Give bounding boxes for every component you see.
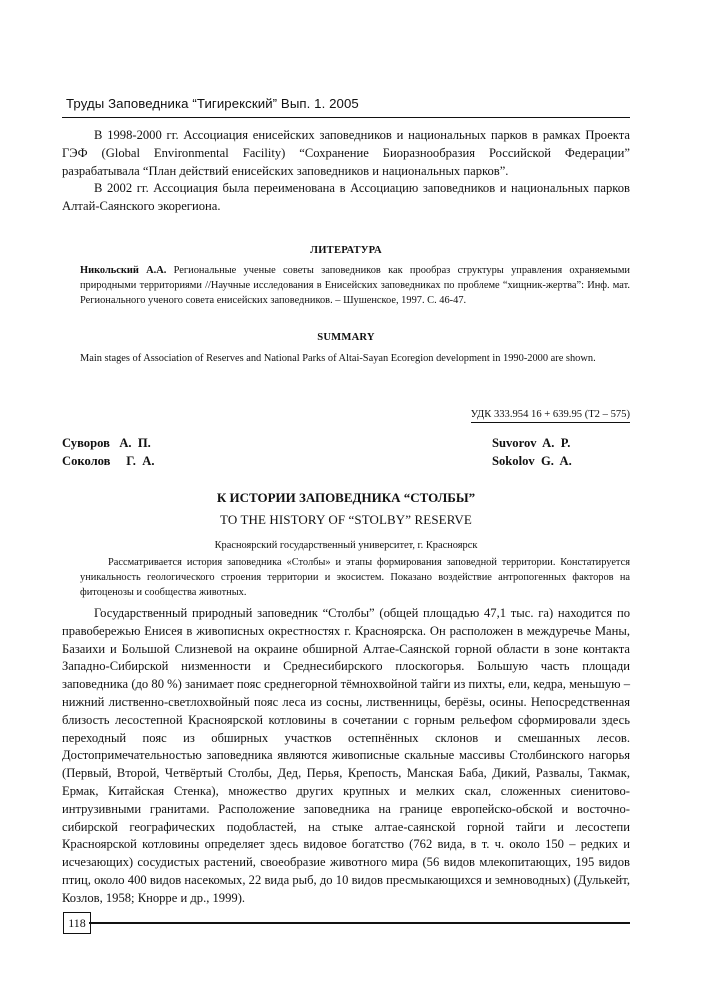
authors-english [492,435,572,470]
article-title-russian: К ИСТОРИИ ЗАПОВЕДНИКА “СТОЛБЫ” [216,490,476,505]
author-en-2: Sokolov G. A. [492,453,572,468]
page-number: 118 [63,912,91,934]
author-en-1: Suvorov A. P. [492,436,571,450]
author-ru-2: Соколов Г. А. [62,453,155,468]
article-body [62,605,630,908]
abstract [80,555,630,601]
udc-code: УДК 333.954 16 + 639.95 (Т2 – 575) [471,409,630,423]
intro-text [62,127,630,216]
footer-rule [89,922,630,924]
summary-heading: SUMMARY [317,332,375,343]
reference-text: Региональные ученые советы заповедников как прообраз структуры управления охраняемыми природными территориями //Научные исследования в Енисейских заповедниках по проблеме “хищник-жертва”: Инф. мат. Регионального ученого совета енисейских заповедников. – Шушенское, 1997. С. 46-47. [80,265,630,307]
body-paragraph: Государственный природный заповедник “Столбы” (общей площадью 47,1 тыс. га) находится по правобережью Енисея в живописных окрестностях г. Красноярска. Он расположен в междуречье Маны, Базаихи и Большой Слизневой на окраине обширной Алтае-Саянской горной области в зоне контакта Западно-Сибирской низменности и Среднесибирского плоскогорья. Большую часть площади заповедника (до 80 %) занимает пояс среднегорной тёмнохвойной тайги из пихты, ели, кедра, меньшую – нижний лиственно-светлохвойный пояс леса из сосны, лиственницы, берёзы, осины. Непосредственная близость лесостепной Красноярской котловины в сочетании с горным рельефом сформировали здесь переходный пояс из обширных участков остепнённых склонов и смешанных лесов. Достопримечательностью заповедника являются живописные скальные массивы Столбинского нагорья (Первый, Второй, Четвёртый Столбы, Дед, Перья, Крепость, Манская Баба, Дикий, Развалы, Такмак, Ермак, Китайская Стенка), множество других крупных и мелких скал, сложенных сиенитово-интрузивными гранитами. Расположение заповедника на границе европейско-обской и восточно-сибирской географических подобластей, на стыке алтае-саянской горной тайги и лесостепи Красноярской котловины определяет здесь видовое богатство (762 вида, в т. ч. около 150 – редких и исчезающих) сосудистых растений, своеобразие животного мира (56 видов млекопитающих, 195 видов птиц, около 400 видов насекомых, 22 вида рыб, до 10 видов пресмыкающихся и земноводных) (Дулькейт, Козлов, 1958; Кнорре и др., 1999). [62,606,630,905]
affiliation: Красноярский государственный университет, г. Красноярск [214,540,478,551]
intro-paragraph-2: В 2002 гг. Ассоциация была переименована в Ассоциацию заповедников и национальных парков Алтай-Саянского экорегиона. [62,181,630,214]
reference-entry [80,263,630,309]
abstract-text: Рассматривается история заповедника «Столбы» и этапы формирования заповедной территории. Констатируется уникальность геологического строения территории и экосистем. Показано воздействие антропогенных факторов на фитоценозы и сообщества животных. [80,557,630,599]
intro-paragraph-1: В 1998-2000 гг. Ассоциация енисейских заповедников и национальных парков в рамках Проекта ГЭФ (Global Environmental Facility) “Сохранение Биоразнообразия Российской Федерации” разрабатывала “План действий енисейских заповедников и национальных парков”. [62,128,630,178]
reference-author: Никольский А.А. [80,265,167,276]
article-title-english: TO THE HISTORY OF “STOLBY” RESERVE [220,512,472,527]
header-rule [62,117,630,118]
journal-header: Труды Заповедника “Тигирекский” Вып. 1. 2005 [66,96,359,111]
authors-russian [62,435,154,470]
author-ru-1: Суворов А. П. [62,436,151,450]
literature-heading: ЛИТЕРАТУРА [310,245,382,256]
summary-text: Main stages of Association of Reserves and National Parks of Altai-Sayan Ecoregion development in 1990-2000 are shown. [80,353,596,364]
